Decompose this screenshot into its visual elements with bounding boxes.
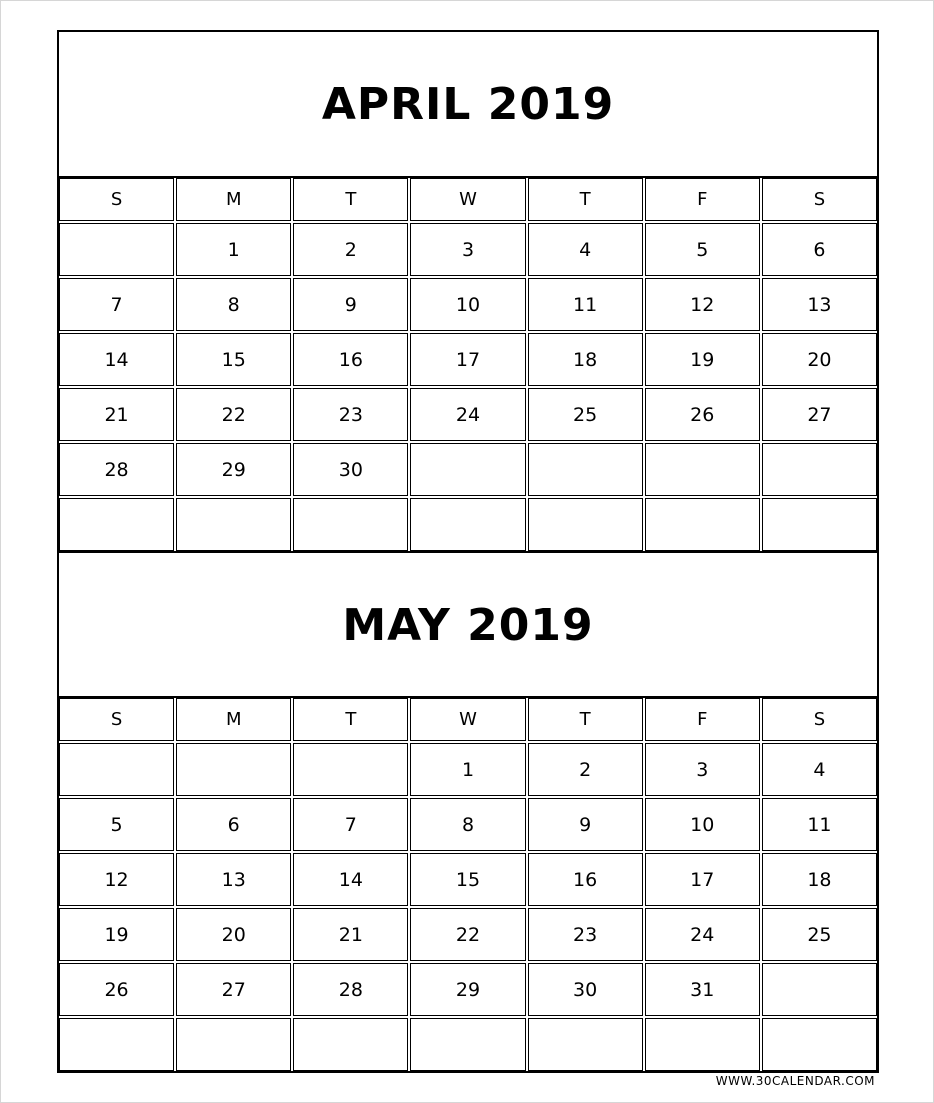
day-cell: 20: [762, 333, 877, 386]
day-cell: [762, 963, 877, 1016]
weekday-header: M: [176, 698, 291, 741]
day-cell: 5: [59, 798, 174, 851]
day-cell: [762, 1018, 877, 1071]
day-cell: [528, 443, 643, 496]
day-cell: [645, 1018, 760, 1071]
day-cell: 12: [59, 853, 174, 906]
weekday-header: M: [176, 178, 291, 221]
weekday-header: F: [645, 178, 760, 221]
day-cell: 9: [293, 278, 408, 331]
day-cell: 15: [176, 333, 291, 386]
day-cell: 4: [528, 223, 643, 276]
day-cell: 30: [528, 963, 643, 1016]
day-cell: 18: [762, 853, 877, 906]
day-cell: 7: [293, 798, 408, 851]
day-cell: 23: [528, 908, 643, 961]
day-cell: 2: [528, 743, 643, 796]
weekday-header: W: [410, 698, 525, 741]
day-cell: [528, 498, 643, 551]
day-cell: 18: [528, 333, 643, 386]
day-cell: [293, 498, 408, 551]
day-cell: 25: [762, 908, 877, 961]
day-cell: 13: [762, 278, 877, 331]
day-cell: 14: [293, 853, 408, 906]
weekday-header: S: [59, 698, 174, 741]
day-cell: 5: [645, 223, 760, 276]
day-cell: 31: [645, 963, 760, 1016]
day-cell: 4: [762, 743, 877, 796]
day-cell: 22: [176, 388, 291, 441]
day-cell: 16: [293, 333, 408, 386]
day-cell: 17: [410, 333, 525, 386]
weekday-header: S: [762, 698, 877, 741]
day-cell: 21: [293, 908, 408, 961]
day-cell: 8: [410, 798, 525, 851]
day-cell: 14: [59, 333, 174, 386]
day-cell: [410, 498, 525, 551]
weekday-header: T: [528, 178, 643, 221]
day-cell: [59, 1018, 174, 1071]
day-cell: [410, 1018, 525, 1071]
day-cell: 6: [176, 798, 291, 851]
day-cell: [293, 743, 408, 796]
weekday-header: T: [293, 178, 408, 221]
day-cell: 26: [59, 963, 174, 1016]
day-cell: 1: [410, 743, 525, 796]
weekday-header: S: [762, 178, 877, 221]
day-cell: 29: [176, 443, 291, 496]
may-grid: [59, 698, 877, 1071]
day-cell: 10: [410, 278, 525, 331]
day-cell: 6: [762, 223, 877, 276]
day-cell: 19: [645, 333, 760, 386]
day-cell: [59, 743, 174, 796]
day-cell: 12: [645, 278, 760, 331]
day-cell: 29: [410, 963, 525, 1016]
day-cell: [645, 443, 760, 496]
day-cell: 19: [59, 908, 174, 961]
weekday-header: W: [410, 178, 525, 221]
day-cell: [176, 498, 291, 551]
day-cell: 3: [410, 223, 525, 276]
site-url: WWW.30CALENDAR.COM: [715, 1074, 875, 1088]
day-cell: 20: [176, 908, 291, 961]
day-cell: 10: [645, 798, 760, 851]
april-title: APRIL 2019: [321, 78, 615, 130]
day-cell: 25: [528, 388, 643, 441]
day-cell: 7: [59, 278, 174, 331]
day-cell: 15: [410, 853, 525, 906]
day-cell: 21: [59, 388, 174, 441]
day-cell: 28: [59, 443, 174, 496]
day-cell: 11: [528, 278, 643, 331]
day-cell: 22: [410, 908, 525, 961]
day-cell: 9: [528, 798, 643, 851]
day-cell: 23: [293, 388, 408, 441]
day-cell: 8: [176, 278, 291, 331]
weekday-header: S: [59, 178, 174, 221]
day-cell: 24: [410, 388, 525, 441]
april-grid: [59, 178, 877, 551]
day-cell: 1: [176, 223, 291, 276]
day-cell: 27: [176, 963, 291, 1016]
day-cell: [59, 498, 174, 551]
day-cell: 3: [645, 743, 760, 796]
weekday-header: F: [645, 698, 760, 741]
weekday-header: T: [528, 698, 643, 741]
day-cell: 17: [645, 853, 760, 906]
day-cell: [59, 223, 174, 276]
day-cell: 28: [293, 963, 408, 1016]
day-cell: [176, 743, 291, 796]
day-cell: [410, 443, 525, 496]
day-cell: [176, 1018, 291, 1071]
weekday-header: T: [293, 698, 408, 741]
day-cell: [762, 443, 877, 496]
day-cell: 26: [645, 388, 760, 441]
day-cell: 30: [293, 443, 408, 496]
day-cell: [528, 1018, 643, 1071]
day-cell: 16: [528, 853, 643, 906]
day-cell: [762, 498, 877, 551]
day-cell: 13: [176, 853, 291, 906]
day-cell: 2: [293, 223, 408, 276]
day-cell: 27: [762, 388, 877, 441]
calendar-sheet: [57, 30, 879, 1073]
day-cell: [293, 1018, 408, 1071]
may-title: MAY 2019: [342, 599, 594, 651]
day-cell: 24: [645, 908, 760, 961]
day-cell: [645, 498, 760, 551]
day-cell: 11: [762, 798, 877, 851]
